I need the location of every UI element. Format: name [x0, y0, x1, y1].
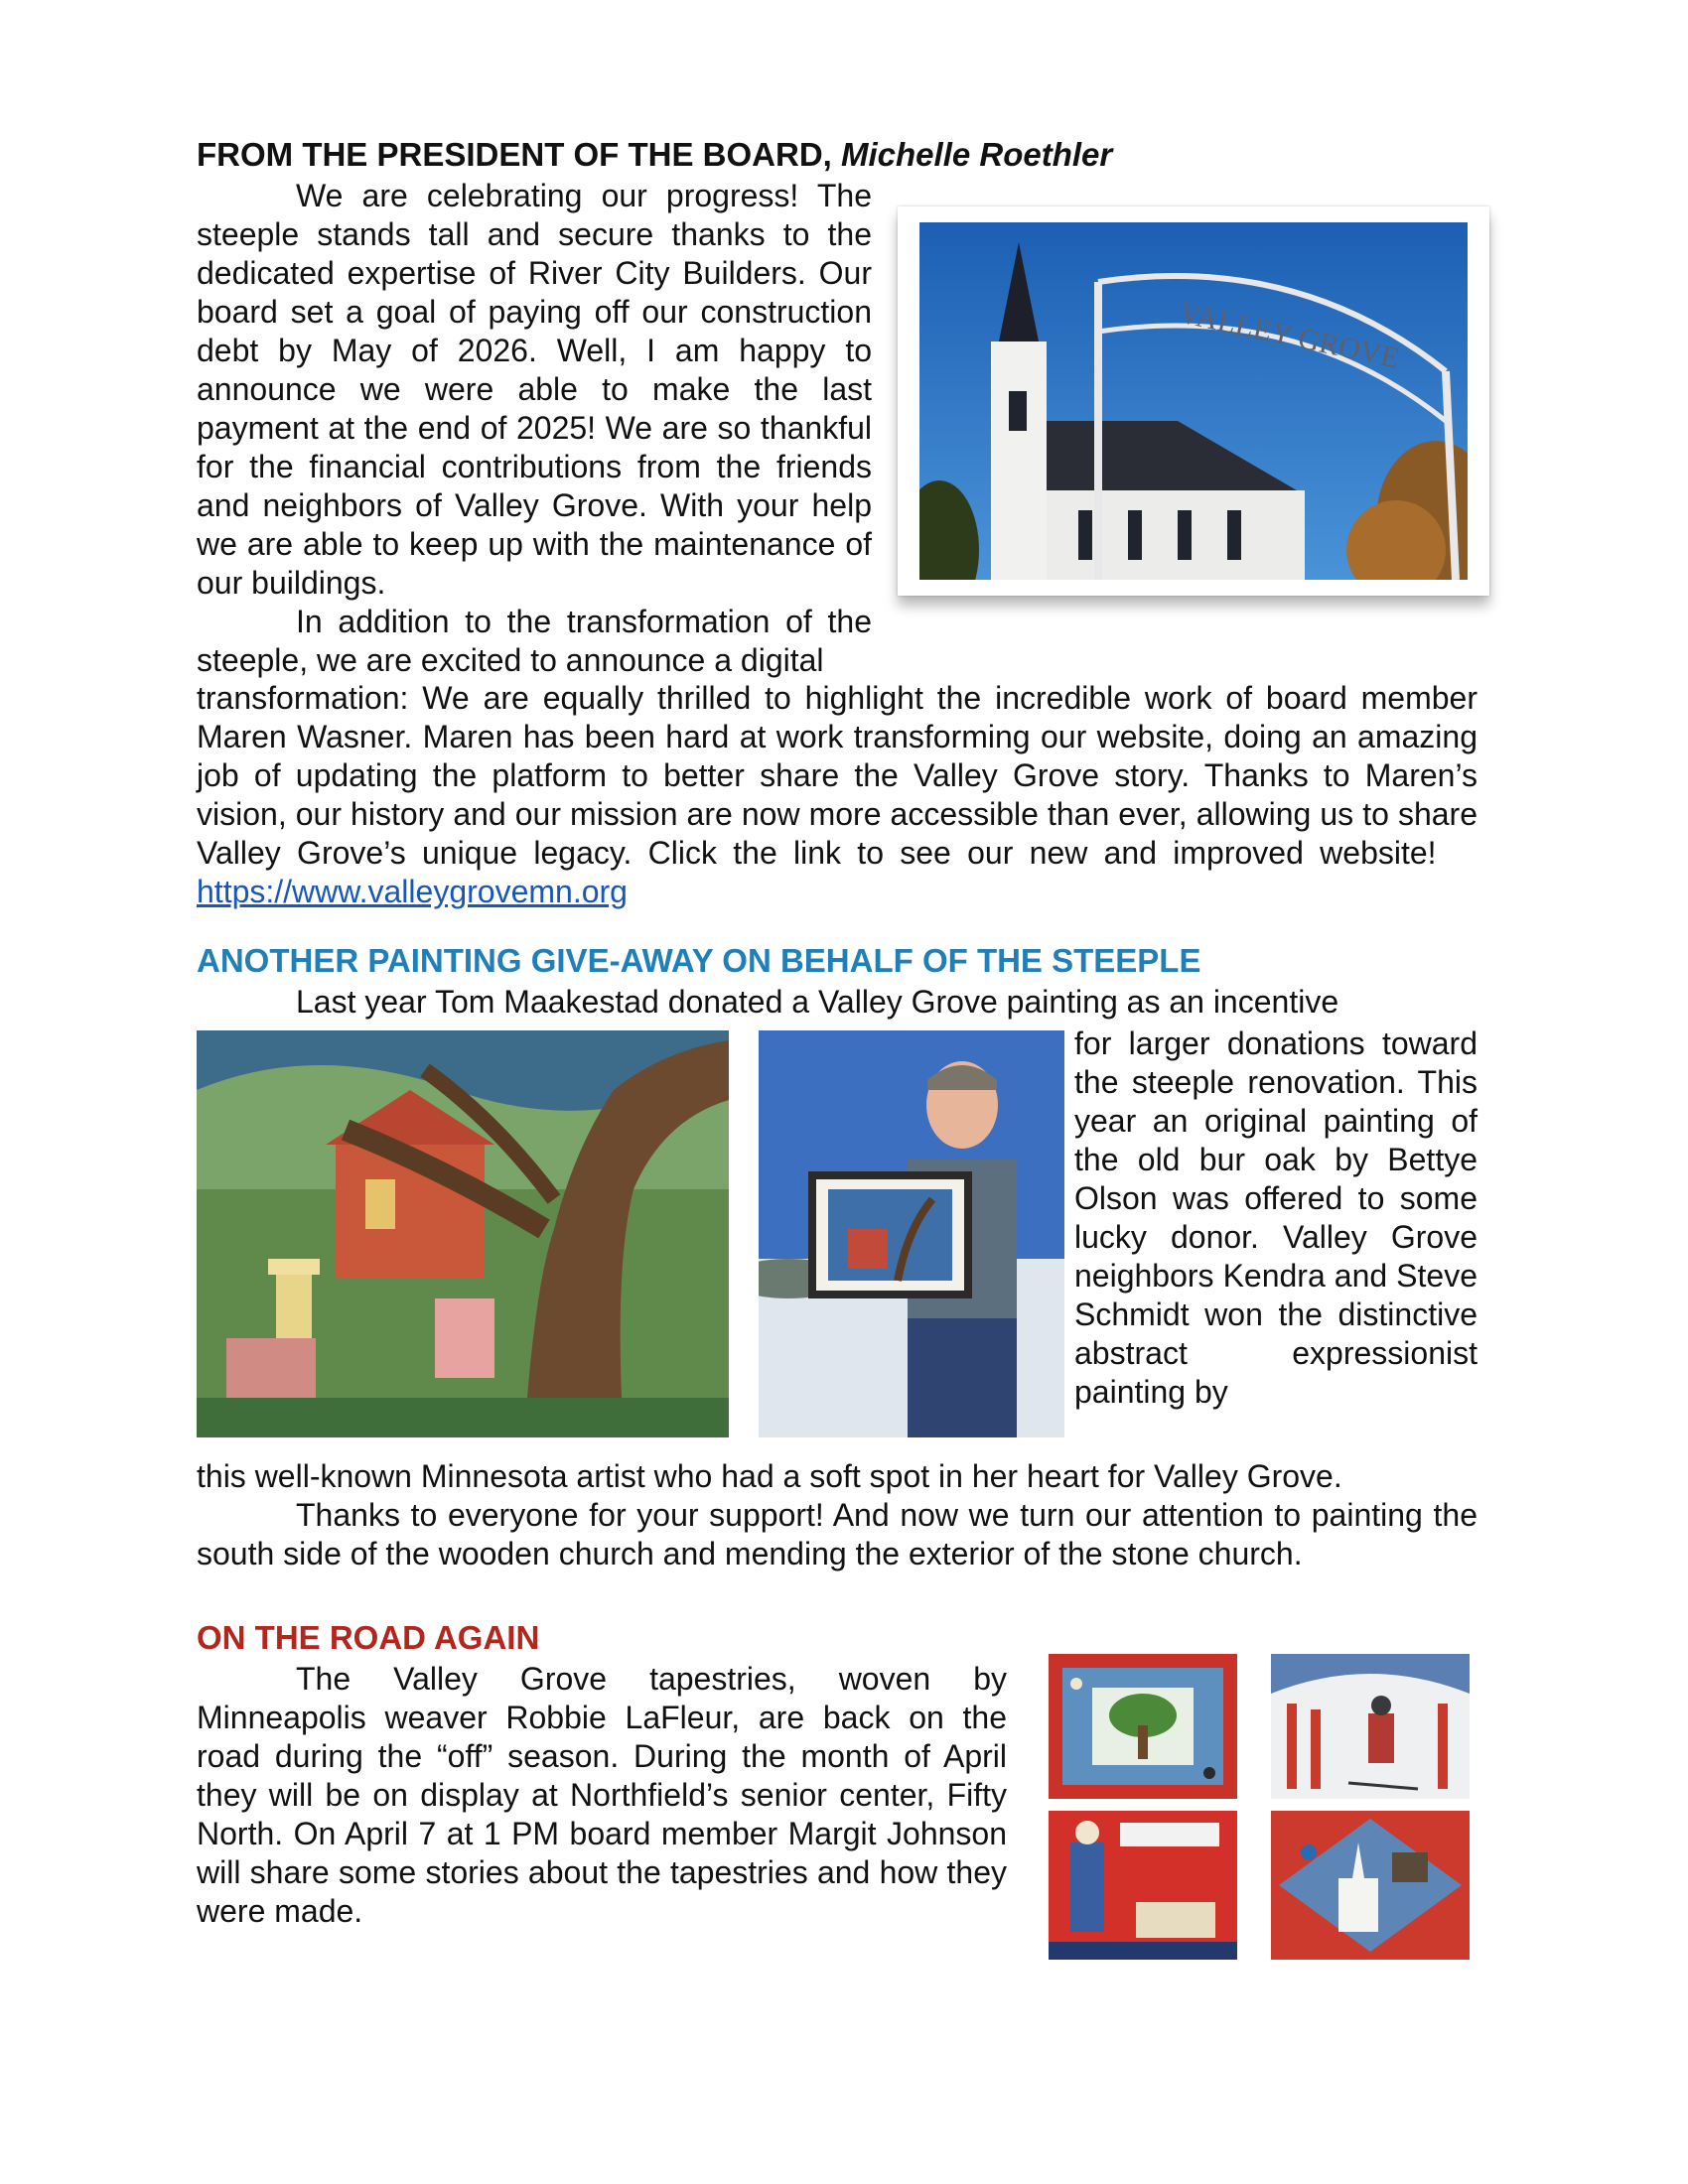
section1-heading — [197, 135, 1112, 175]
tapestry-skier — [1271, 1654, 1470, 1799]
section1-paragraph-1: We are celebrating our progress! The steeple stands tall and secure thanks to the dedicated expertise of River City Builders. Our board set a goal of paying off our construction debt by May of 2026. Well, I am happy to announce we were able to make the last payment at the end of 2025! We are so thankful for the financial contributions from the friends and neighbors of Valley Grove. With your help we are able to keep up with the maintenance of our buildings. — [197, 178, 872, 601]
section2-heading: ANOTHER PAINTING GIVE-AWAY ON BEHALF OF THE STEEPLE — [197, 942, 1201, 979]
tapestries-grid — [1041, 1654, 1481, 1962]
tapestry-church — [1271, 1811, 1470, 1960]
church-photo — [919, 222, 1468, 580]
arch-sign-text: VALLEY GROVE — [1176, 296, 1403, 375]
section2-paragraph-1-line1: Last year Tom Maakestad donated a Valley Grove painting as an incentive — [296, 984, 1339, 1020]
section1-author: Michelle Roethler — [841, 136, 1113, 173]
section1-paragraph-2-text: transformation: We are equally thrilled to highlight the incredible work of board member Maren Wasner. Maren has been hard at work transforming our website, doing an amazing job of updating the platform to better share the Valley Grove story. Thanks to Maren’s vision, our history and our mission are now more accessible than ever, allowing us to share Valley Grove’s unique legacy. Click the link to see our new and improved website! — [197, 680, 1477, 871]
tapestry-woman — [1049, 1811, 1237, 1960]
bur-oak-painting — [197, 1030, 729, 1437]
church-photo-frame — [898, 206, 1489, 596]
section1-paragraph-2-start: In addition to the transformation of the steeple, we are excited to announce a digital — [197, 604, 872, 678]
section2-side-text: for larger donations toward the steeple renovation. This year an original painting of the old bur oak by Bettye Olson was offered to some lucky donor. Valley Grove neighbors Kendra and Steve Schmidt won the distinctive abstract expressionist painting by — [1074, 1025, 1477, 1410]
section2-paragraph-1-end: this well-known Minnesota artist who had a soft spot in her heart for Valley Grove. — [197, 1458, 1342, 1494]
section1-paragraph-2-rest — [197, 679, 1477, 911]
winner-photo — [759, 1030, 1064, 1437]
section3-paragraph-1: The Valley Grove tapestries, woven by Minneapolis weaver Robbie LaFleur, are back on the road during the “off” season. During the month of April they will be on display at Northfield’s senior center, Fifty North. On April 7 at 1 PM board member Margit Johnson will share some stories about the tapestries and how they were made. — [197, 1661, 1007, 1929]
website-link[interactable]: https://www.valleygrovemn.org — [197, 874, 628, 909]
tapestry-tree — [1049, 1654, 1237, 1799]
section1-title: FROM THE PRESIDENT OF THE BOARD, — [197, 136, 832, 173]
section2-paragraph-2: Thanks to everyone for your support! And now we turn our attention to painting the south side of the wooden church and mending the exterior of the stone church. — [197, 1497, 1477, 1571]
section3-heading: ON THE ROAD AGAIN — [197, 1619, 540, 1656]
